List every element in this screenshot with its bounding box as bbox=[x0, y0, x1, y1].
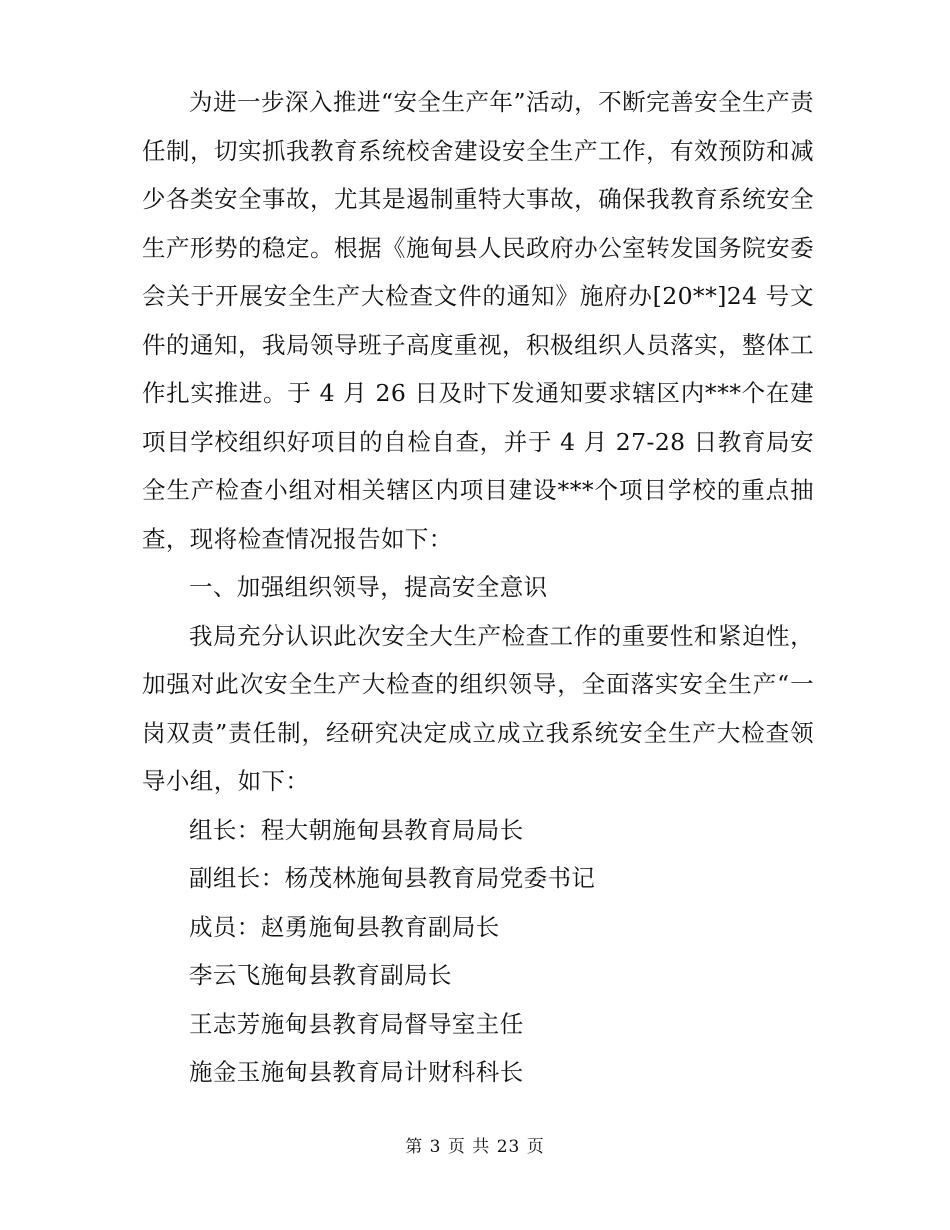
member-line-leader: 组长：程大朝施甸县教育局局长 bbox=[189, 815, 524, 844]
body-paragraph: 我局充分认识此次安全大生产检查工作的重要性和紧迫性，加强对此次安全生产大检查的组织领导，全面落实安全生产“一岗双责”责任制，经研究决定成立成立我系统安全生产大检查领导小组，如下： bbox=[142, 621, 814, 795]
page-number-footer: 第 3 页 共 23 页 bbox=[405, 1137, 545, 1157]
member-line-deputy: 副组长：杨茂林施甸县教育局党委书记 bbox=[189, 864, 596, 892]
member-line-member-2: 李云飞施甸县教育副局长 bbox=[189, 961, 452, 989]
intro-paragraph: 为进一步深入推进“安全生产年”活动，不断完善安全生产责任制，切实抓我教育系统校舍建设安全生产工作，有效预防和减少各类安全事故，尤其是遏制重特大事故，确保我教育系统安全生产形势的稳定。根据《施甸县人民政府办公室转发国务院安委会关于开展安全生产大检查文件的通知》施府办[20**]24 号文件的通知，我局领导班子高度重视，积极组织人员落实，整体工作扎实推进。于 4 月 26 日及时下发通知要求辖区内***个在建项目学校组织好项目的自检自查，并于 4 月 27-28 日教育局安全生产检查小组对相关辖区内项目建设***个项目学校的重点抽查，现将检查情况报告如下： bbox=[142, 88, 814, 553]
member-line-member-4: 施金玉施甸县教育局计财科科长 bbox=[189, 1058, 524, 1086]
document-body bbox=[142, 78, 814, 1097]
section-heading: 一、加强组织领导，提高安全意识 bbox=[189, 573, 548, 601]
member-line-member-1: 成员：赵勇施甸县教育副局长 bbox=[189, 912, 500, 941]
member-line-member-3: 王志芳施甸县教育局督导室主任 bbox=[189, 1009, 524, 1038]
